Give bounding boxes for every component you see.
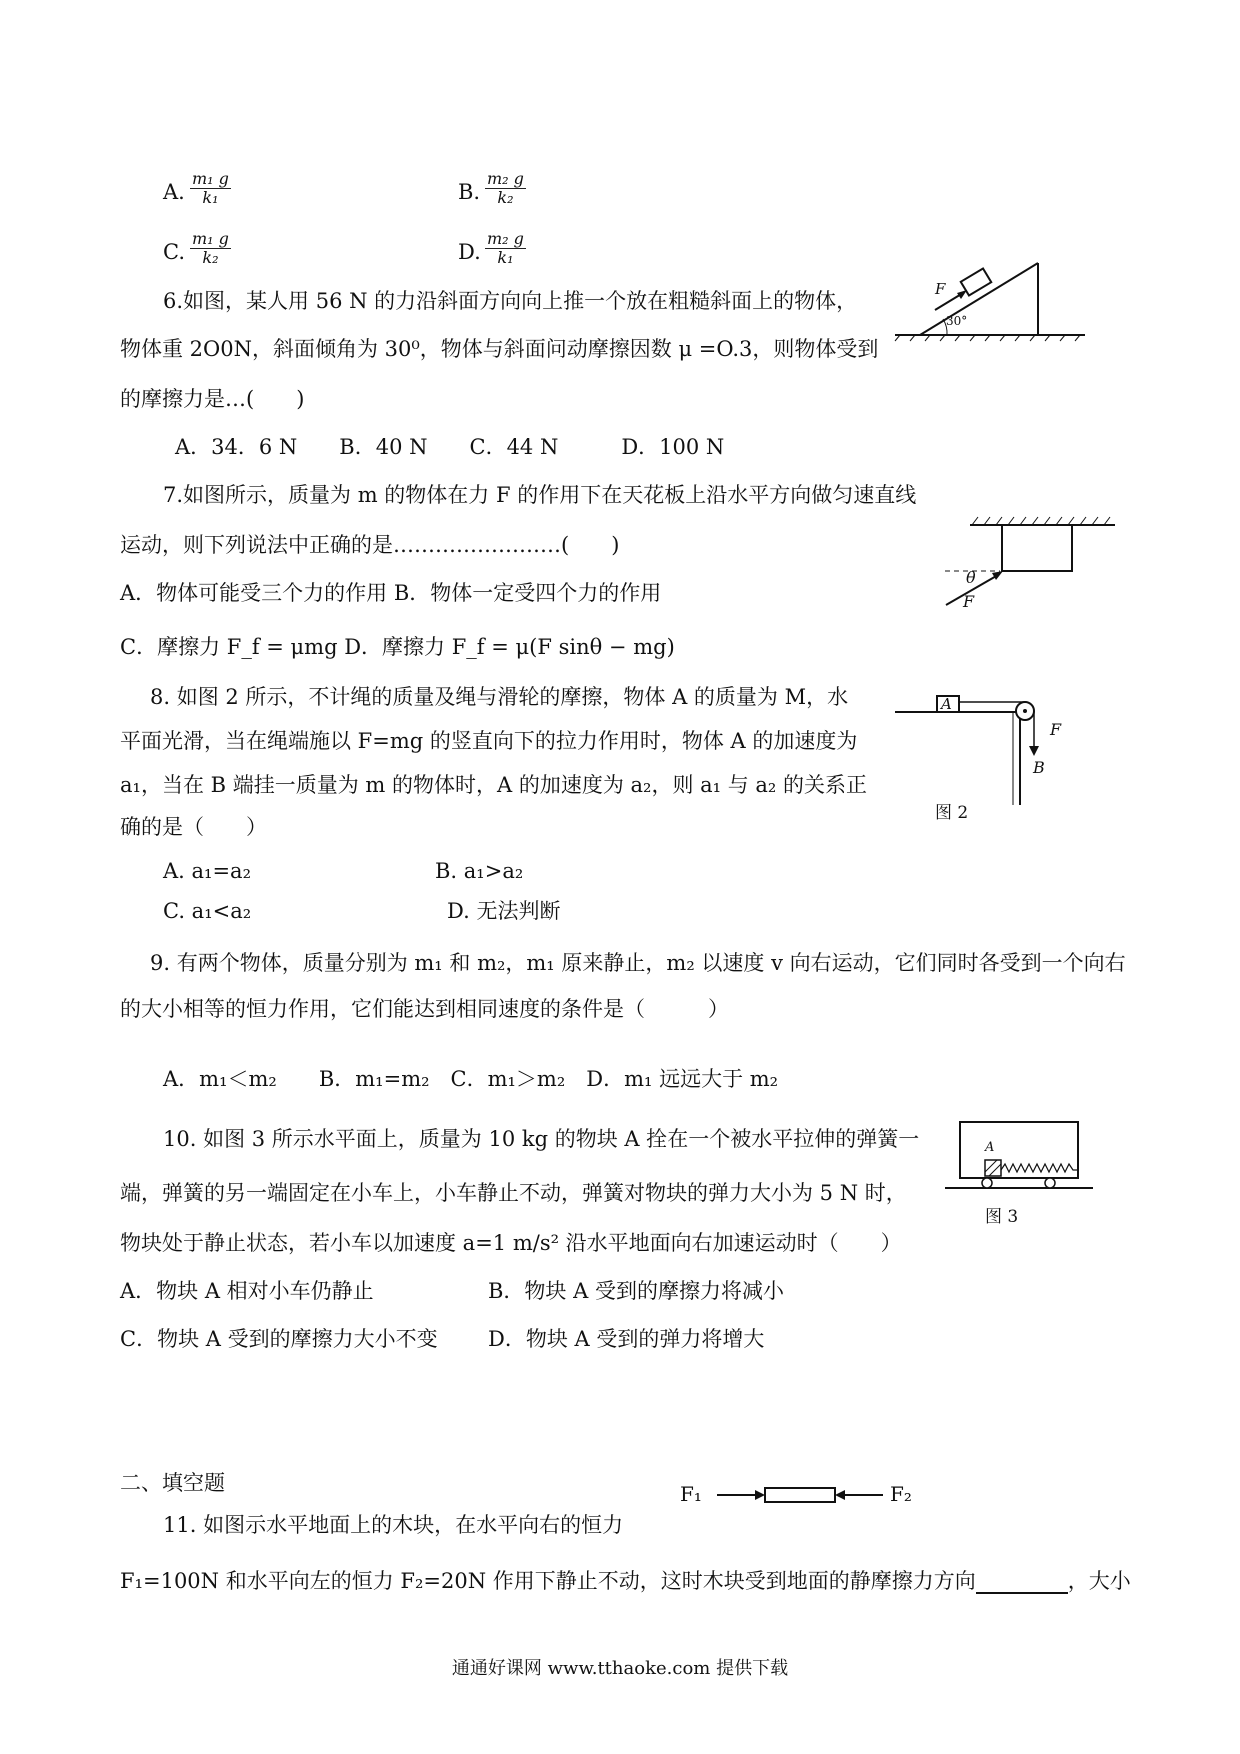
q10-option-b: B．物块 A 受到的摩擦力将减小 [488, 1279, 784, 1303]
q10-line-2: 端，弹簧的另一端固定在小车上，小车静止不动，弹簧对物块的弹力大小为 5 N 时， [120, 1181, 907, 1205]
figure-2-caption: 图 2 [935, 803, 969, 823]
q5-option-c-label: C. [163, 240, 185, 264]
q8-line-4: 确的是（ ） [120, 815, 267, 839]
pulley-force-label: F [1050, 720, 1062, 739]
incline-angle-label: 30° [946, 314, 968, 328]
fraction-numerator: m₂ g [487, 229, 524, 248]
q11-line-1: 11. 如图示水平地面上的木块，在水平向右的恒力 [163, 1513, 624, 1537]
fraction-denominator: k₂ [497, 188, 514, 207]
page-footer: 通通好课网 www.tthaoke.com 提供下载 [451, 1658, 789, 1679]
cart-block-label: A [985, 1140, 995, 1155]
fraction-numerator: m₂ g [487, 169, 524, 188]
q6-line-3: 的摩擦力是…( ) [120, 387, 305, 411]
q9-line-1: 9. 有两个物体，质量分别为 m₁ 和 m₂，m₁ 原来静止，m₂ 以速度 v 向右运动，它们同时各受到一个向右 [150, 951, 1126, 975]
fraction-numerator: m₁ g [192, 169, 229, 188]
figure-3-caption: 图 3 [985, 1207, 1019, 1227]
q8-line-1: 8. 如图 2 所示，不计绳的质量及绳与滑轮的摩擦，物体 A 的质量为 M，水 [150, 685, 849, 709]
q10-line-1: 10. 如图 3 所示水平面上，质量为 10 kg 的物块 A 拴在一个被水平拉伸的弹簧一 [163, 1127, 920, 1151]
q9-line-2: 的大小相等的恒力作用，它们能达到相同速度的条件是（ ） [120, 997, 729, 1021]
fraction-denominator: k₂ [202, 248, 219, 267]
q10-option-c: C．物块 A 受到的摩擦力大小不变 [120, 1327, 438, 1351]
q7-line-2: 运动，则下列说法中正确的是……………………( ) [120, 533, 620, 557]
q5-option-a-label: A. [163, 180, 185, 204]
q11-line-2-text: F₁=100N 和水平向左的恒力 F₂=20N 作用下静止不动，这时木块受到地面的静摩擦力方向 [120, 1569, 976, 1593]
pulley-figure [895, 690, 1045, 805]
q8-option-c: C. a₁<a₂ [163, 899, 252, 923]
q5-option-a-fraction [190, 170, 231, 207]
fraction-denominator: k₁ [497, 248, 514, 267]
block-forces-figure [715, 1482, 890, 1508]
incline-figure [895, 255, 1095, 345]
fraction-denominator: k₁ [202, 188, 219, 207]
force-f1-label: F₁ [680, 1482, 702, 1506]
ceiling-force-label: F [963, 592, 975, 611]
force-f2-label: F₂ [890, 1482, 912, 1506]
q6-line-2: 物体重 2O0N，斜面倾角为 30⁰，物体与斜面问动摩擦因数 μ =O.3，则物体受到 [120, 337, 879, 361]
q10-option-a: A．物块 A 相对小车仍静止 [120, 1279, 374, 1303]
q10-line-3: 物块处于静止状态，若小车以加速度 a=1 m/s² 沿水平地面向右加速运动时（ ） [120, 1231, 902, 1255]
q8-option-b: B. a₁>a₂ [435, 859, 524, 883]
q9-options: A．m₁＜m₂ B．m₁=m₂ C．m₁＞m₂ D．m₁ 远远大于 m₂ [163, 1067, 779, 1091]
q10-option-d: D．物块 A 受到的弹力将增大 [488, 1327, 765, 1351]
q5-option-b-label: B. [458, 180, 481, 204]
cart-spring-figure [945, 1120, 1095, 1190]
incline-force-label: F [935, 280, 946, 298]
q5-option-b-fraction [485, 170, 526, 207]
q8-line-3: a₁，当在 B 端挂一质量为 m 的物体时，A 的加速度为 a₂，则 a₁ 与 a₂ 的关系正 [120, 773, 868, 797]
fraction-numerator: m₁ g [192, 229, 229, 248]
q11-line-2 [120, 1568, 1131, 1594]
q6-options: A．34．6 N B．40 N C．44 N D．100 N [175, 435, 725, 459]
pulley-end-label: B [1033, 758, 1045, 777]
q5-option-d-label: D. [458, 240, 481, 264]
section-2-title: 二、填空题 [120, 1471, 225, 1495]
q8-option-a: A. a₁=a₂ [163, 859, 251, 883]
q8-option-d: D. 无法判断 [447, 899, 561, 923]
q11-answer-blank[interactable] [976, 1572, 1068, 1594]
q7-line-3: A．物体可能受三个力的作用 B．物体一定受四个力的作用 [120, 581, 662, 605]
q8-line-2: 平面光滑，当在绳端施以 F=mg 的竖直向下的拉力作用时，物体 A 的加速度为 [120, 729, 858, 753]
q5-option-c-fraction [190, 230, 231, 267]
q7-line-1: 7.如图所示，质量为 m 的物体在力 F 的作用下在天花板上沿水平方向做匀速直线 [163, 483, 917, 507]
q7-line-4: C．摩擦力 F_f = μmg D．摩擦力 F_f = μ(F sinθ − mg) [120, 635, 675, 659]
pulley-block-label: A [941, 695, 952, 713]
q11-line-2-tail: ，大小 [1067, 1569, 1131, 1593]
ceiling-angle-label: θ [966, 568, 976, 587]
q6-line-1: 6.如图，某人用 56 N 的力沿斜面方向向上推一个放在粗糙斜面上的物体， [163, 289, 858, 313]
q5-option-d-fraction [485, 230, 526, 267]
